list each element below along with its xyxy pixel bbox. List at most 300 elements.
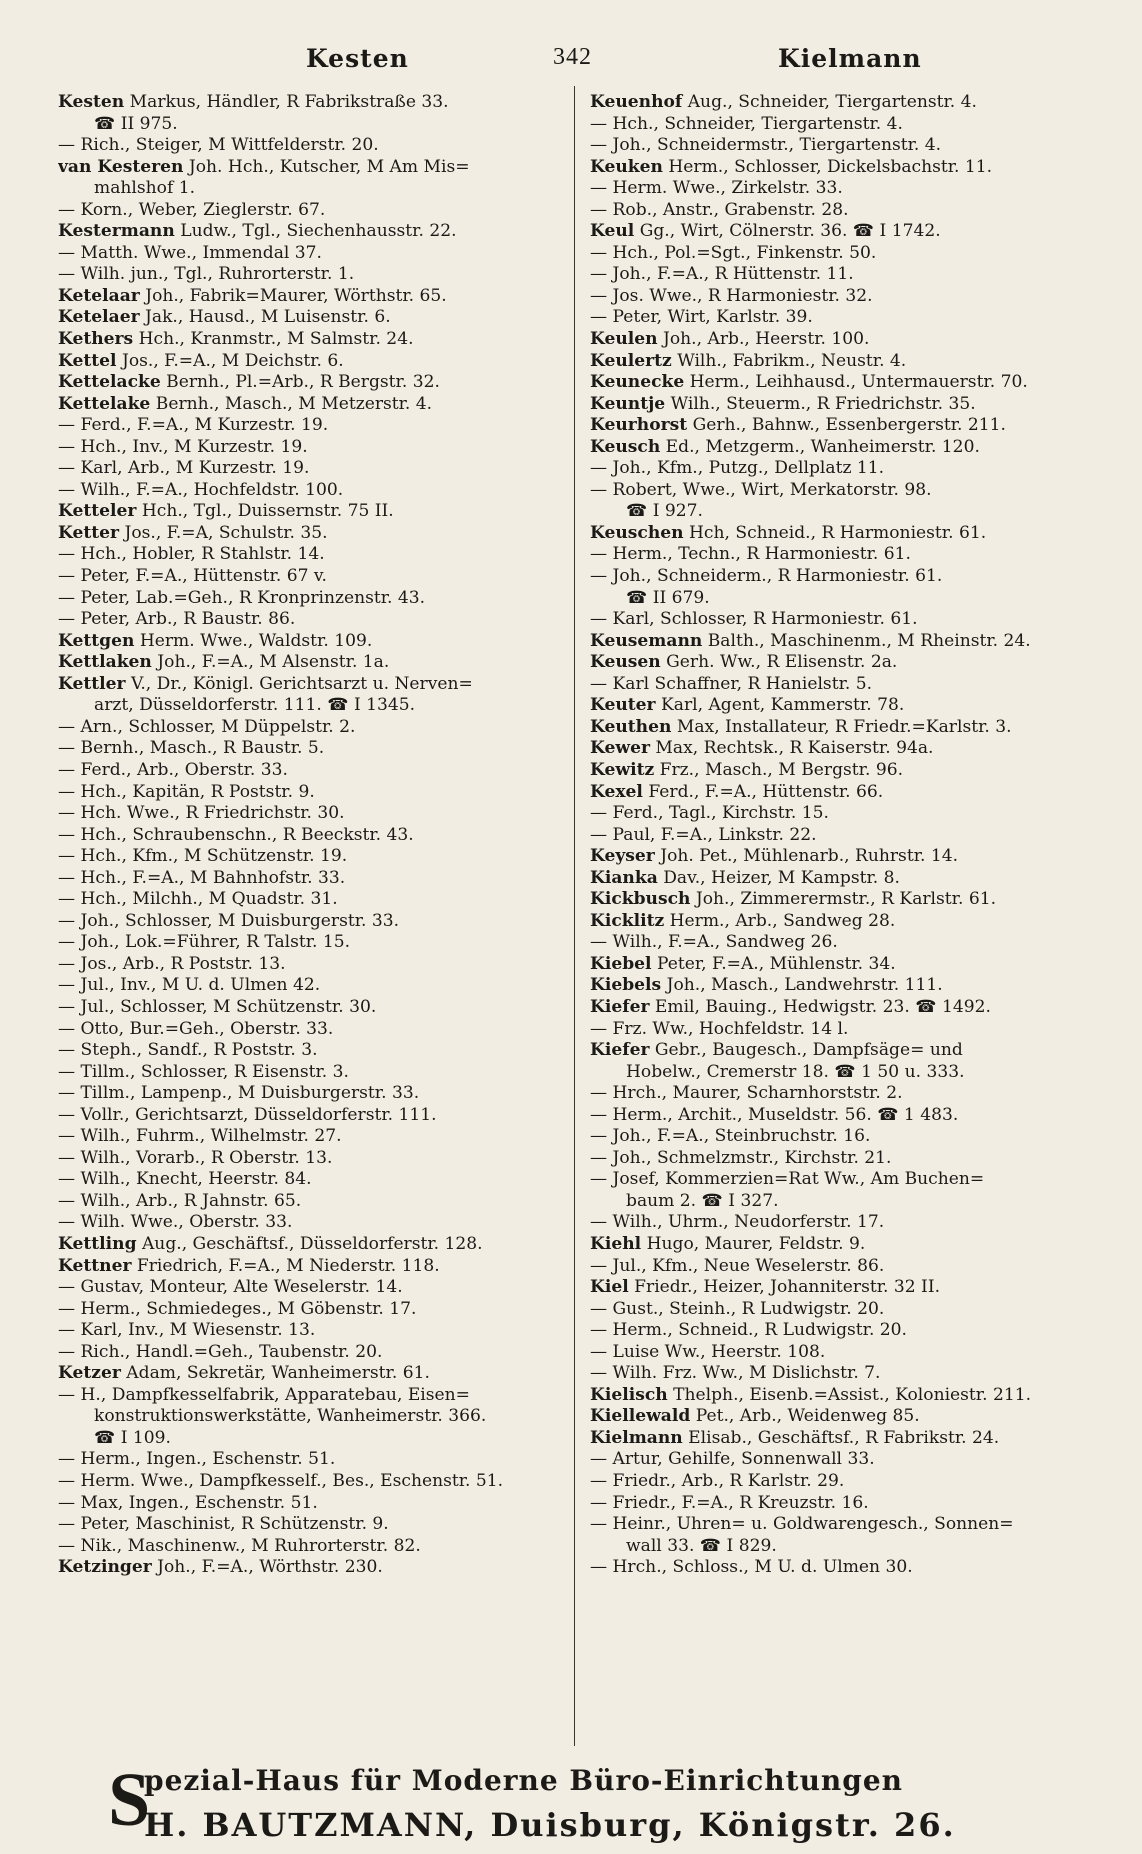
entry-text: Pet., Arb., Weidenweg 85. bbox=[690, 1406, 920, 1427]
surname: Kettel bbox=[58, 350, 117, 371]
directory-entry bbox=[58, 717, 568, 739]
column-divider bbox=[574, 86, 575, 1746]
entry-text: — Bernh., Masch., R Baustr. 5. bbox=[58, 738, 325, 759]
directory-entry bbox=[590, 1557, 1100, 1579]
directory-entry bbox=[590, 652, 1100, 674]
entry-text: Hch, Schneid., R Harmoniestr. 61. bbox=[683, 522, 987, 543]
entry-text: Adam, Sekretär, Wanheimerstr. 61. bbox=[120, 1363, 430, 1384]
surname: Ketteler bbox=[58, 501, 137, 522]
entry-text: Gerh. Ww., R Elisenstr. 2a. bbox=[660, 652, 898, 673]
entry-text: — Josef, Kommerzien=Rat Ww., Am Buchen= bbox=[590, 1169, 985, 1190]
entry-text: — Arn., Schlosser, M Düppelstr. 2. bbox=[58, 716, 356, 737]
directory-entry bbox=[58, 868, 568, 890]
directory-entry bbox=[590, 286, 1100, 308]
directory-entry bbox=[58, 1126, 568, 1148]
directory-entry bbox=[590, 458, 1100, 480]
entry-text: Hobelw., Cremerstr 18. ☎ 1 50 u. 333. bbox=[626, 1061, 965, 1082]
entry-text: — Hch., F.=A., M Bahnhofstr. 33. bbox=[58, 867, 346, 888]
directory-entry bbox=[58, 437, 568, 459]
entry-text: — Karl, Inv., M Wiesenstr. 13. bbox=[58, 1320, 316, 1341]
entry-text: — Joh., F.=A., Steinbruchstr. 16. bbox=[590, 1126, 871, 1147]
directory-entry bbox=[590, 544, 1100, 566]
directory-entry bbox=[590, 157, 1100, 179]
entry-text: Joh., F.=A., Wörthstr. 230. bbox=[151, 1557, 383, 1578]
entry-text: — Herm. Wwe., Dampfkesself., Bes., Eschenstr. 51. bbox=[58, 1471, 504, 1491]
entry-continuation bbox=[590, 501, 1100, 523]
entry-text: wall 33. ☎ I 829. bbox=[626, 1535, 777, 1556]
directory-entry bbox=[590, 1363, 1100, 1385]
directory-entry bbox=[590, 932, 1100, 954]
directory-entry bbox=[590, 997, 1100, 1019]
surname: Kestermann bbox=[58, 221, 175, 242]
directory-entry bbox=[590, 437, 1100, 459]
directory-entry bbox=[58, 1062, 568, 1084]
directory-entry bbox=[590, 1428, 1100, 1450]
right-column bbox=[590, 92, 1100, 1579]
entry-continuation bbox=[590, 588, 1100, 610]
entry-continuation bbox=[590, 1062, 1100, 1084]
entry-text: Hugo, Maurer, Feldstr. 9. bbox=[641, 1233, 866, 1254]
surname: Kicklitz bbox=[590, 910, 665, 931]
entry-text: — Hch. Wwe., R Friedrichstr. 30. bbox=[58, 803, 345, 824]
surname: Kettelake bbox=[58, 393, 151, 414]
ad-headline: pezial-Haus für Moderne Büro-Einrichtungen bbox=[144, 1764, 904, 1797]
left-column bbox=[58, 92, 568, 1579]
surname: Keunecke bbox=[590, 372, 685, 393]
entry-text: — Heinr., Uhren= u. Goldwarengesch., Sonnen= bbox=[590, 1514, 1014, 1535]
directory-entry bbox=[58, 1536, 568, 1558]
entry-text: Herm., Arb., Sandweg 28. bbox=[664, 910, 896, 931]
directory-entry bbox=[58, 1471, 568, 1493]
entry-text: Aug., Schneider, Tiergartenstr. 4. bbox=[682, 92, 977, 112]
directory-entry bbox=[58, 1256, 568, 1278]
directory-entry bbox=[590, 889, 1100, 911]
entry-text: — Wilh., Vorarb., R Oberstr. 13. bbox=[58, 1147, 333, 1168]
entry-text: — Rob., Anstr., Grabenstr. 28. bbox=[590, 199, 849, 220]
directory-entry bbox=[58, 1299, 568, 1321]
entry-text: Hch., Tgl., Duissernstr. 75 II. bbox=[136, 501, 394, 522]
directory-entry bbox=[58, 1277, 568, 1299]
entry-text: — Matth. Wwe., Immendal 37. bbox=[58, 242, 322, 263]
directory-entry bbox=[58, 1019, 568, 1041]
directory-entry bbox=[58, 501, 568, 523]
entry-text: — Nik., Maschinenw., M Ruhrorterstr. 82. bbox=[58, 1535, 421, 1556]
directory-entry bbox=[590, 114, 1100, 136]
entry-text: — Tillm., Lampenp., M Duisburgerstr. 33. bbox=[58, 1083, 420, 1104]
directory-entry bbox=[590, 1169, 1100, 1191]
entry-text: Max, Rechtsk., R Kaiserstr. 94a. bbox=[649, 738, 934, 759]
entry-text: Gg., Wirt, Cölnerstr. 36. ☎ I 1742. bbox=[634, 221, 941, 242]
entry-text: Elisab., Geschäftsf., R Fabrikstr. 24. bbox=[682, 1427, 1000, 1448]
directory-entry bbox=[590, 760, 1100, 782]
directory-entry bbox=[58, 394, 568, 416]
surname: Kesten bbox=[58, 92, 125, 112]
surname: Kettelacke bbox=[58, 372, 161, 393]
ad-initial-letter: S bbox=[108, 1758, 151, 1842]
directory-entry bbox=[590, 1105, 1100, 1127]
entry-text: V., Dr., Königl. Gerichtsarzt u. Nerven= bbox=[125, 673, 473, 694]
surname: Ketzer bbox=[58, 1363, 121, 1384]
entry-text: — Herm., Techn., R Harmoniestr. 61. bbox=[590, 544, 911, 565]
page-number: 342 bbox=[553, 44, 592, 70]
directory-entry bbox=[590, 415, 1100, 437]
entry-text: Joh. Hch., Kutscher, M Am Mis= bbox=[183, 156, 470, 177]
directory-entry bbox=[590, 1385, 1100, 1407]
surname: Kiel bbox=[590, 1277, 629, 1298]
entry-text: ☎ II 679. bbox=[626, 587, 710, 608]
surname: Kielisch bbox=[590, 1384, 668, 1405]
directory-entry bbox=[590, 243, 1100, 265]
directory-entry bbox=[58, 782, 568, 804]
entry-text: Peter, F.=A., Mühlenstr. 34. bbox=[651, 953, 896, 974]
entry-text: Herm., Leihhausd., Untermauerstr. 70. bbox=[684, 372, 1028, 393]
surname: Kickbusch bbox=[590, 889, 691, 910]
surname: Kettgen bbox=[58, 630, 135, 651]
entry-text: Joh., Masch., Landwehrstr. 111. bbox=[661, 975, 943, 996]
surname: Ketzinger bbox=[58, 1557, 152, 1578]
entry-text: Joh., Arb., Heerstr. 100. bbox=[657, 329, 870, 350]
entry-text: — Wilh. jun., Tgl., Ruhrorterstr. 1. bbox=[58, 264, 355, 285]
entry-text: — Joh., Schlosser, M Duisburgerstr. 33. bbox=[58, 910, 400, 931]
entry-text: — Paul, F.=A., Linkstr. 22. bbox=[590, 824, 817, 845]
directory-entry bbox=[590, 782, 1100, 804]
entry-text: Jos., F.=A, Schulstr. 35. bbox=[119, 522, 328, 543]
surname: Keusen bbox=[590, 652, 661, 673]
entry-continuation bbox=[590, 1536, 1100, 1558]
directory-entry bbox=[590, 178, 1100, 200]
directory-entry bbox=[590, 1299, 1100, 1321]
directory-entry bbox=[58, 523, 568, 545]
entry-text: — Vollr., Gerichtsarzt, Düsseldorferstr. 111. bbox=[58, 1104, 437, 1125]
surname: Kettler bbox=[58, 673, 126, 694]
entry-text: — Karl Schaffner, R Hanielstr. 5. bbox=[590, 673, 873, 694]
entry-text: — Wilh., Arb., R Jahnstr. 65. bbox=[58, 1190, 302, 1211]
directory-entry bbox=[590, 975, 1100, 997]
directory-entry bbox=[58, 803, 568, 825]
directory-entry bbox=[590, 1256, 1100, 1278]
entry-text: — Ferd., Tagl., Kirchstr. 15. bbox=[590, 803, 829, 824]
entry-text: baum 2. ☎ I 327. bbox=[626, 1190, 779, 1211]
entry-text: — Peter, Maschinist, R Schützenstr. 9. bbox=[58, 1514, 389, 1535]
directory-entry bbox=[590, 717, 1100, 739]
surname: Kiellewald bbox=[590, 1406, 691, 1427]
directory-entry bbox=[590, 1342, 1100, 1364]
ad-company-address: H. BAUTZMANN, Duisburg, Königstr. 26. bbox=[144, 1806, 956, 1844]
surname: Keul bbox=[590, 221, 635, 242]
entry-text: Bernh., Pl.=Arb., R Bergstr. 32. bbox=[160, 372, 440, 393]
entry-text: — Wilh., Fuhrm., Wilhelmstr. 27. bbox=[58, 1126, 342, 1147]
entry-text: — Jul., Inv., M U. d. Ulmen 42. bbox=[58, 975, 321, 996]
directory-entry bbox=[590, 200, 1100, 222]
directory-entry bbox=[590, 221, 1100, 243]
entry-text: Wilh., Fabrikm., Neustr. 4. bbox=[671, 350, 907, 371]
directory-entry bbox=[58, 1191, 568, 1213]
directory-entry bbox=[590, 264, 1100, 286]
surname: Keulen bbox=[590, 329, 658, 350]
entry-text: — H., Dampfkesselfabrik, Apparatebau, Eisen= bbox=[58, 1384, 470, 1405]
surname: Keuntje bbox=[590, 393, 666, 414]
directory-entry bbox=[58, 351, 568, 373]
entry-text: — Wilh., Uhrm., Neudorferstr. 17. bbox=[590, 1212, 885, 1233]
advertisement-banner bbox=[82, 1758, 1082, 1848]
entry-text: — Joh., Kfm., Putzg., Dellplatz 11. bbox=[590, 458, 885, 479]
surname: Kexel bbox=[590, 781, 643, 802]
directory-entry bbox=[590, 566, 1100, 588]
directory-entry bbox=[58, 975, 568, 997]
entry-text: — Max, Ingen., Eschenstr. 51. bbox=[58, 1492, 318, 1513]
surname: Kianka bbox=[590, 867, 658, 888]
entry-text: Joh., Fabrik=Maurer, Wörthstr. 65. bbox=[139, 285, 447, 306]
entry-text: mahlshof 1. bbox=[94, 178, 196, 199]
directory-entry bbox=[590, 1019, 1100, 1041]
entry-text: konstruktionswerkstätte, Wanheimerstr. 366. bbox=[94, 1406, 487, 1427]
entry-text: — Ferd., Arb., Oberstr. 33. bbox=[58, 759, 288, 780]
entry-text: Joh., F.=A., M Alsenstr. 1a. bbox=[151, 652, 390, 673]
directory-entry bbox=[58, 1385, 568, 1407]
entry-text: Herm. Wwe., Waldstr. 109. bbox=[134, 630, 373, 651]
entry-text: Jak., Hausd., M Luisenstr. 6. bbox=[139, 307, 391, 328]
directory-entry bbox=[58, 588, 568, 610]
directory-entry bbox=[58, 1040, 568, 1062]
directory-entry bbox=[58, 1363, 568, 1385]
surname: Keuenhof bbox=[590, 92, 683, 112]
entry-text: — Gustav, Monteur, Alte Weselerstr. 14. bbox=[58, 1277, 403, 1298]
directory-entry bbox=[590, 1514, 1100, 1536]
entry-text: — Hrch., Maurer, Scharnhorststr. 2. bbox=[590, 1083, 903, 1104]
directory-entry bbox=[590, 631, 1100, 653]
header-right-keyword: Kielmann bbox=[778, 44, 922, 73]
directory-entry bbox=[58, 911, 568, 933]
directory-entry bbox=[58, 631, 568, 653]
directory-entry bbox=[58, 264, 568, 286]
surname: Kettling bbox=[58, 1233, 137, 1254]
directory-entry bbox=[590, 1277, 1100, 1299]
directory-entry bbox=[590, 825, 1100, 847]
directory-entry bbox=[58, 846, 568, 868]
directory-entry bbox=[590, 1234, 1100, 1256]
entry-text: — Tillm., Schlosser, R Eisenstr. 3. bbox=[58, 1061, 349, 1082]
entry-text: — Herm., Schmiedeges., M Göbenstr. 17. bbox=[58, 1298, 417, 1319]
entry-text: — Joh., Schmelzmstr., Kirchstr. 21. bbox=[590, 1147, 892, 1168]
surname: Kiebel bbox=[590, 953, 652, 974]
surname: Keulertz bbox=[590, 350, 672, 371]
directory-entry bbox=[590, 329, 1100, 351]
directory-entry bbox=[590, 480, 1100, 502]
surname: Kewitz bbox=[590, 759, 655, 780]
directory-entry bbox=[590, 954, 1100, 976]
directory-entry bbox=[58, 566, 568, 588]
directory-entry bbox=[58, 458, 568, 480]
directory-entry bbox=[590, 803, 1100, 825]
entry-text: Emil, Bauing., Hedwigstr. 23. ☎ 1492. bbox=[649, 996, 991, 1017]
directory-entry bbox=[58, 92, 568, 114]
directory-entry bbox=[58, 286, 568, 308]
directory-entry bbox=[58, 652, 568, 674]
surname: Keuter bbox=[590, 695, 656, 716]
entry-text: — Peter, Wirt, Karlstr. 39. bbox=[590, 307, 813, 328]
entry-text: ☎ I 109. bbox=[94, 1427, 171, 1448]
directory-entry bbox=[590, 1148, 1100, 1170]
directory-entry bbox=[590, 92, 1100, 114]
entry-text: Ferd., F.=A., Hüttenstr. 66. bbox=[642, 781, 884, 802]
entry-text: — Joh., Schneidermstr., Tiergartenstr. 4. bbox=[590, 135, 942, 156]
surname: Keuthen bbox=[590, 716, 672, 737]
directory-entry bbox=[590, 1083, 1100, 1105]
entry-text: — Hch., Hobler, R Stahlstr. 14. bbox=[58, 544, 325, 565]
surname: Ketelaer bbox=[58, 307, 140, 328]
entry-text: — Friedr., F.=A., R Kreuzstr. 16. bbox=[590, 1492, 869, 1513]
entry-text: — Joh., F.=A., R Hüttenstr. 11. bbox=[590, 264, 854, 285]
header-left-keyword: Kesten bbox=[306, 44, 409, 73]
entry-text: — Wilh. Wwe., Oberstr. 33. bbox=[58, 1212, 293, 1233]
directory-entry bbox=[58, 243, 568, 265]
surname: Kewer bbox=[590, 738, 650, 759]
entry-text: Gebr., Baugesch., Dampfsäge= und bbox=[649, 1040, 963, 1061]
entry-text: Markus, Händler, R Fabrikstraße 33. bbox=[124, 92, 449, 112]
directory-entry bbox=[590, 609, 1100, 631]
directory-entry bbox=[58, 1449, 568, 1471]
directory-entry bbox=[58, 200, 568, 222]
surname: Kiehl bbox=[590, 1233, 642, 1254]
directory-entry bbox=[58, 544, 568, 566]
entry-text: Gerh., Bahnw., Essenbergerstr. 211. bbox=[687, 415, 1006, 436]
surname: Kielmann bbox=[590, 1427, 683, 1448]
entry-text: Bernh., Masch., M Metzerstr. 4. bbox=[150, 393, 433, 414]
entry-text: ☎ II 975. bbox=[94, 113, 178, 134]
entry-text: Ludw., Tgl., Siechenhausstr. 22. bbox=[174, 221, 457, 242]
entry-text: — Hch., Milchh., M Quadstr. 31. bbox=[58, 889, 338, 910]
entry-text: — Hch., Schraubenschn., R Beeckstr. 43. bbox=[58, 824, 414, 845]
entry-text: — Hch., Inv., M Kurzestr. 19. bbox=[58, 436, 308, 457]
directory-entry bbox=[58, 372, 568, 394]
entry-text: — Hch., Schneider, Tiergartenstr. 4. bbox=[590, 113, 903, 134]
entry-text: — Ferd., F.=A., M Kurzestr. 19. bbox=[58, 415, 329, 436]
directory-entry bbox=[58, 1234, 568, 1256]
surname: Keusch bbox=[590, 436, 661, 457]
directory-entry bbox=[590, 1126, 1100, 1148]
directory-entry bbox=[58, 1083, 568, 1105]
entry-continuation bbox=[590, 1191, 1100, 1213]
directory-entry bbox=[58, 480, 568, 502]
directory-entry bbox=[590, 674, 1100, 696]
surname: Kethers bbox=[58, 329, 134, 350]
entry-text: Karl, Agent, Kammerstr. 78. bbox=[655, 695, 905, 716]
entry-text: Dav., Heizer, M Kampstr. 8. bbox=[657, 867, 900, 888]
directory-entry bbox=[58, 738, 568, 760]
entry-text: — Rich., Steiger, M Wittfelderstr. 20. bbox=[58, 135, 379, 156]
entry-text: — Wilh., F.=A., Sandweg 26. bbox=[590, 932, 838, 953]
entry-text: Thelph., Eisenb.=Assist., Koloniestr. 211. bbox=[667, 1384, 1032, 1405]
directory-entry bbox=[590, 1040, 1100, 1062]
entry-text: — Artur, Gehilfe, Sonnenwall 33. bbox=[590, 1449, 875, 1470]
entry-continuation bbox=[58, 178, 568, 200]
directory-entry bbox=[58, 1493, 568, 1515]
entry-text: — Herm., Ingen., Eschenstr. 51. bbox=[58, 1449, 336, 1470]
entry-text: — Joh., Schneiderm., R Harmoniestr. 61. bbox=[590, 566, 943, 587]
entry-text: Jos., F.=A., M Deichstr. 6. bbox=[116, 350, 344, 371]
directory-entry bbox=[58, 1212, 568, 1234]
entry-text: — Karl, Schlosser, R Harmoniestr. 61. bbox=[590, 609, 918, 630]
entry-text: Friedrich, F.=A., M Niederstr. 118. bbox=[131, 1255, 440, 1276]
surname: Keuken bbox=[590, 156, 663, 177]
directory-entry bbox=[58, 1557, 568, 1579]
surname: Kiebels bbox=[590, 975, 662, 996]
directory-entry bbox=[58, 135, 568, 157]
entry-continuation bbox=[58, 114, 568, 136]
entry-text: — Korn., Weber, Zieglerstr. 67. bbox=[58, 199, 326, 220]
directory-entry bbox=[58, 1148, 568, 1170]
entry-text: — Herm. Wwe., Zirkelstr. 33. bbox=[590, 178, 843, 199]
directory-entry bbox=[58, 1320, 568, 1342]
directory-entry bbox=[590, 1212, 1100, 1234]
entry-text: — Jul., Kfm., Neue Weselerstr. 86. bbox=[590, 1255, 885, 1276]
directory-entry bbox=[58, 825, 568, 847]
entry-text: — Herm., Schneid., R Ludwigstr. 20. bbox=[590, 1320, 907, 1341]
directory-entry bbox=[590, 351, 1100, 373]
directory-entry bbox=[590, 911, 1100, 933]
entry-text: — Wilh. Frz. Ww., M Dislichstr. 7. bbox=[590, 1363, 881, 1384]
directory-entry bbox=[58, 609, 568, 631]
directory-entry bbox=[590, 1320, 1100, 1342]
surname: Kiefer bbox=[590, 996, 650, 1017]
entry-text: Friedr., Heizer, Johanniterstr. 32 II. bbox=[628, 1277, 941, 1298]
entry-text: — Steph., Sandf., R Poststr. 3. bbox=[58, 1040, 318, 1061]
entry-text: — Peter, F.=A., Hüttenstr. 67 v. bbox=[58, 566, 327, 587]
page-header bbox=[58, 44, 1088, 84]
entry-text: — Hch., Pol.=Sgt., Finkenstr. 50. bbox=[590, 242, 877, 263]
directory-entry bbox=[590, 738, 1100, 760]
entry-text: Frz., Masch., M Bergstr. 96. bbox=[654, 759, 904, 780]
directory-entry bbox=[58, 221, 568, 243]
entry-text: Hch., Kranmstr., M Salmstr. 24. bbox=[133, 329, 414, 350]
entry-text: Balth., Maschinenm., M Rheinstr. 24. bbox=[702, 630, 1031, 651]
directory-entry bbox=[590, 372, 1100, 394]
directory-entry bbox=[590, 394, 1100, 416]
directory-entry bbox=[58, 889, 568, 911]
entry-text: — Hch., Kfm., M Schützenstr. 19. bbox=[58, 846, 348, 867]
surname: Ketelaar bbox=[58, 285, 140, 306]
entry-text: — Robert, Wwe., Wirt, Merkatorstr. 98. bbox=[590, 479, 932, 500]
entry-text: — Jos., Arb., R Poststr. 13. bbox=[58, 953, 286, 974]
directory-entry bbox=[58, 932, 568, 954]
surname: Keyser bbox=[590, 846, 655, 867]
directory-entry bbox=[590, 1493, 1100, 1515]
entry-text: — Peter, Arb., R Baustr. 86. bbox=[58, 609, 296, 630]
entry-text: — Hrch., Schloss., M U. d. Ulmen 30. bbox=[590, 1557, 913, 1578]
entry-text: — Luise Ww., Heerstr. 108. bbox=[590, 1341, 826, 1362]
entry-text: Ed., Metzgerm., Wanheimerstr. 120. bbox=[660, 436, 980, 457]
entry-text: Wilh., Steuerm., R Friedrichstr. 35. bbox=[665, 393, 976, 414]
directory-entry bbox=[590, 1449, 1100, 1471]
entry-text: — Wilh., F.=A., Hochfeldstr. 100. bbox=[58, 479, 344, 500]
directory-entry bbox=[58, 954, 568, 976]
directory-entry bbox=[58, 997, 568, 1019]
entry-text: — Peter, Lab.=Geh., R Kronprinzenstr. 43. bbox=[58, 587, 426, 608]
entry-text: Joh., Zimmerermstr., R Karlstr. 61. bbox=[690, 889, 997, 910]
directory-entry bbox=[58, 415, 568, 437]
surname: van Kesteren bbox=[58, 156, 184, 177]
entry-text: — Herm., Archit., Museldstr. 56. ☎ 1 483. bbox=[590, 1104, 959, 1125]
surname: Kettlaken bbox=[58, 652, 152, 673]
entry-text: — Jos. Wwe., R Harmoniestr. 32. bbox=[590, 285, 873, 306]
entry-text: Max, Installateur, R Friedr.=Karlstr. 3. bbox=[671, 716, 1012, 737]
entry-text: Joh. Pet., Mühlenarb., Ruhrstr. 14. bbox=[654, 846, 959, 867]
entry-text: — Jul., Schlosser, M Schützenstr. 30. bbox=[58, 996, 377, 1017]
entry-text: — Otto, Bur.=Geh., Oberstr. 33. bbox=[58, 1018, 334, 1039]
surname: Kettner bbox=[58, 1255, 132, 1276]
directory-entry bbox=[590, 1471, 1100, 1493]
directory-entry bbox=[590, 307, 1100, 329]
